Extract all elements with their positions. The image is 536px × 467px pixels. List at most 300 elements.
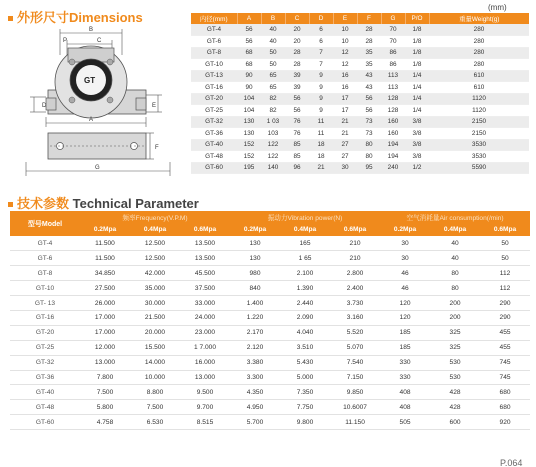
- value-cell: 11.150: [330, 415, 380, 430]
- value-cell: 56: [237, 36, 261, 48]
- table-row: [10, 355, 530, 370]
- value-cell: 65: [261, 70, 285, 82]
- value-cell: 2150: [429, 128, 529, 140]
- value-cell: 68: [237, 47, 261, 59]
- value-cell: 1 7.000: [180, 340, 230, 355]
- value-cell: 8.800: [130, 385, 180, 400]
- dim-label-b: B: [89, 27, 94, 33]
- value-cell: 7.800: [80, 370, 130, 385]
- dimensions-table: [191, 13, 529, 174]
- value-cell: 920: [480, 415, 530, 430]
- value-cell: 130: [237, 128, 261, 140]
- model-cell: GT- 13: [10, 296, 80, 311]
- value-cell: 42.000: [130, 266, 180, 281]
- value-cell: 21.500: [130, 310, 180, 325]
- value-cell: 6.530: [130, 415, 180, 430]
- value-cell: 76: [285, 116, 309, 128]
- value-cell: 7.150: [330, 370, 380, 385]
- dim-col-header: 内径(mm): [191, 13, 237, 24]
- table-row: [10, 340, 530, 355]
- value-cell: 120: [380, 296, 430, 311]
- value-cell: 30: [333, 162, 357, 174]
- value-cell: 1120: [429, 105, 529, 117]
- value-cell: 1/8: [405, 24, 429, 36]
- value-cell: 3530: [429, 139, 529, 151]
- unit-note: (mm): [488, 3, 507, 12]
- model-cell: GT-60: [191, 162, 237, 174]
- value-cell: 1/4: [405, 105, 429, 117]
- value-cell: 210: [330, 251, 380, 266]
- value-cell: 50: [480, 251, 530, 266]
- table-row: [10, 325, 530, 340]
- value-cell: 3/8: [405, 128, 429, 140]
- value-cell: 280: [429, 59, 529, 71]
- model-cell: GT-16: [191, 82, 237, 94]
- value-cell: 70: [381, 24, 405, 36]
- value-cell: 7.540: [330, 355, 380, 370]
- value-cell: 1 65: [280, 251, 330, 266]
- dim-col-header: G: [381, 13, 405, 24]
- value-cell: 1/4: [405, 82, 429, 94]
- dim-label-c: C: [97, 38, 102, 44]
- value-cell: 7: [309, 59, 333, 71]
- value-cell: 50: [480, 236, 530, 251]
- value-cell: 745: [480, 355, 530, 370]
- pressure-header: 0.6Mpa: [480, 223, 530, 236]
- value-cell: 3.730: [330, 296, 380, 311]
- value-cell: 3/8: [405, 116, 429, 128]
- value-cell: 1/8: [405, 47, 429, 59]
- value-cell: 610: [429, 82, 529, 94]
- value-cell: 290: [480, 310, 530, 325]
- value-cell: 5.430: [280, 355, 330, 370]
- value-cell: 1.390: [280, 281, 330, 296]
- value-cell: 7.500: [130, 400, 180, 415]
- dimensions-title: 外形尺寸Dimensions: [8, 7, 143, 26]
- value-cell: 3.380: [230, 355, 280, 370]
- value-cell: 80: [430, 266, 480, 281]
- value-cell: 90: [237, 70, 261, 82]
- value-cell: 56: [357, 105, 381, 117]
- value-cell: 16.000: [180, 355, 230, 370]
- model-cell: GT-10: [191, 59, 237, 71]
- value-cell: 103: [261, 128, 285, 140]
- table-row: [10, 400, 530, 415]
- value-cell: 68: [237, 59, 261, 71]
- value-cell: 35: [357, 59, 381, 71]
- value-cell: 122: [261, 139, 285, 151]
- value-cell: 610: [429, 70, 529, 82]
- dimensions-header-row: [191, 13, 529, 24]
- value-cell: 1/8: [405, 59, 429, 71]
- table-row: [10, 236, 530, 251]
- dim-col-header: A: [237, 13, 261, 24]
- value-cell: 39: [285, 70, 309, 82]
- value-cell: 113: [381, 82, 405, 94]
- pressure-header: 0.6Mpa: [330, 223, 380, 236]
- model-cell: GT-6: [10, 251, 80, 266]
- value-cell: 194: [381, 139, 405, 151]
- value-cell: 210: [330, 236, 380, 251]
- value-cell: 80: [430, 281, 480, 296]
- value-cell: 46: [380, 266, 430, 281]
- value-cell: 11: [309, 128, 333, 140]
- table-row: [191, 116, 529, 128]
- value-cell: 9.500: [180, 385, 230, 400]
- model-cell: GT-36: [10, 370, 80, 385]
- value-cell: 70: [381, 36, 405, 48]
- value-cell: 113: [381, 70, 405, 82]
- value-cell: 21: [309, 162, 333, 174]
- value-cell: 17: [333, 93, 357, 105]
- table-row: [10, 415, 530, 430]
- value-cell: 11.500: [80, 251, 130, 266]
- value-cell: 12.500: [130, 251, 180, 266]
- value-cell: 17.000: [80, 310, 130, 325]
- group-header-frequency: 频率Frequency(V.P.M): [80, 211, 230, 223]
- value-cell: 13.500: [180, 251, 230, 266]
- value-cell: 280: [429, 24, 529, 36]
- value-cell: 73: [357, 116, 381, 128]
- value-cell: 12.000: [80, 340, 130, 355]
- model-cell: GT-40: [191, 139, 237, 151]
- dim-col-header: B: [261, 13, 285, 24]
- value-cell: 45.500: [180, 266, 230, 281]
- value-cell: 80: [357, 139, 381, 151]
- dim-label-p: P: [63, 38, 68, 44]
- model-cell: GT-16: [10, 310, 80, 325]
- value-cell: 680: [480, 400, 530, 415]
- value-cell: 8.515: [180, 415, 230, 430]
- value-cell: 90: [237, 82, 261, 94]
- technical-group-row: [10, 211, 530, 223]
- value-cell: 56: [285, 105, 309, 117]
- value-cell: 6: [309, 24, 333, 36]
- value-cell: 10.6007: [330, 400, 380, 415]
- dim-label-a: A: [89, 117, 94, 123]
- value-cell: 10.000: [130, 370, 180, 385]
- table-row: [191, 24, 529, 36]
- value-cell: 34.850: [80, 266, 130, 281]
- value-cell: 21: [333, 128, 357, 140]
- value-cell: 130: [237, 116, 261, 128]
- value-cell: 428: [430, 400, 480, 415]
- pressure-header: 0.4Mpa: [130, 223, 180, 236]
- value-cell: 16: [333, 70, 357, 82]
- value-cell: 35: [357, 47, 381, 59]
- value-cell: 13.000: [180, 370, 230, 385]
- value-cell: 73: [357, 128, 381, 140]
- value-cell: 24.000: [180, 310, 230, 325]
- value-cell: 140: [261, 162, 285, 174]
- value-cell: 2.800: [330, 266, 380, 281]
- value-cell: 9: [309, 105, 333, 117]
- model-cell: GT-32: [191, 116, 237, 128]
- value-cell: 152: [237, 151, 261, 163]
- value-cell: 2150: [429, 116, 529, 128]
- table-row: [10, 251, 530, 266]
- value-cell: 20.000: [130, 325, 180, 340]
- value-cell: 194: [381, 151, 405, 163]
- value-cell: 56: [285, 93, 309, 105]
- model-cell: GT-4: [191, 24, 237, 36]
- value-cell: 7.500: [80, 385, 130, 400]
- pressure-header: 0.2Mpa: [380, 223, 430, 236]
- value-cell: 96: [285, 162, 309, 174]
- table-row: [191, 128, 529, 140]
- value-cell: 530: [430, 370, 480, 385]
- dim-label-d: D: [42, 103, 47, 109]
- value-cell: 11: [309, 116, 333, 128]
- page-number: P.064: [500, 458, 523, 467]
- value-cell: 86: [381, 47, 405, 59]
- value-cell: 56: [357, 93, 381, 105]
- technical-title: 技术参数 Technical Parameter: [8, 193, 199, 212]
- table-row: [10, 281, 530, 296]
- value-cell: 122: [261, 151, 285, 163]
- table-row: [191, 105, 529, 117]
- value-cell: 160: [381, 128, 405, 140]
- value-cell: 12.500: [130, 236, 180, 251]
- table-row: [191, 47, 529, 59]
- model-cell: GT-60: [10, 415, 80, 430]
- value-cell: 35.000: [130, 281, 180, 296]
- value-cell: 7.350: [280, 385, 330, 400]
- value-cell: 2.400: [330, 281, 380, 296]
- value-cell: 330: [380, 355, 430, 370]
- value-cell: 4.758: [80, 415, 130, 430]
- value-cell: 290: [480, 296, 530, 311]
- value-cell: 39: [285, 82, 309, 94]
- model-cell: GT-32: [10, 355, 80, 370]
- value-cell: 86: [381, 59, 405, 71]
- value-cell: 3/8: [405, 151, 429, 163]
- pressure-header: 0.6Mpa: [180, 223, 230, 236]
- value-cell: 85: [285, 151, 309, 163]
- value-cell: 14.000: [130, 355, 180, 370]
- dim-col-header: E: [333, 13, 357, 24]
- value-cell: 27: [333, 139, 357, 151]
- bullet-icon: [8, 202, 13, 207]
- table-row: [191, 36, 529, 48]
- model-cell: GT-48: [10, 400, 80, 415]
- value-cell: 330: [380, 370, 430, 385]
- value-cell: 1 03: [261, 116, 285, 128]
- value-cell: 280: [429, 47, 529, 59]
- value-cell: 130: [230, 236, 280, 251]
- table-row: [191, 139, 529, 151]
- group-header-air-consumption: 空气消耗量Air consumption(/min): [380, 211, 530, 223]
- table-row: [191, 151, 529, 163]
- value-cell: 185: [380, 325, 430, 340]
- dim-label-f: F: [155, 145, 159, 151]
- value-cell: 200: [430, 310, 480, 325]
- value-cell: 17.000: [80, 325, 130, 340]
- value-cell: 13.000: [80, 355, 130, 370]
- value-cell: 40: [261, 24, 285, 36]
- table-row: [10, 385, 530, 400]
- table-row: [10, 296, 530, 311]
- model-cell: GT-40: [10, 385, 80, 400]
- value-cell: 120: [380, 310, 430, 325]
- dim-label-e: E: [152, 103, 157, 109]
- value-cell: 23.000: [180, 325, 230, 340]
- value-cell: 152: [237, 139, 261, 151]
- value-cell: 530: [430, 355, 480, 370]
- model-cell: GT-36: [191, 128, 237, 140]
- table-row: [191, 70, 529, 82]
- value-cell: 325: [430, 340, 480, 355]
- table-row: [10, 266, 530, 281]
- value-cell: 9: [309, 93, 333, 105]
- value-cell: 9.800: [280, 415, 330, 430]
- dim-col-header: D: [309, 13, 333, 24]
- value-cell: 6: [309, 36, 333, 48]
- model-cell: GT-48: [191, 151, 237, 163]
- value-cell: 745: [480, 370, 530, 385]
- value-cell: 28: [285, 59, 309, 71]
- value-cell: 5.800: [80, 400, 130, 415]
- value-cell: 160: [381, 116, 405, 128]
- value-cell: 195: [237, 162, 261, 174]
- value-cell: 82: [261, 105, 285, 117]
- value-cell: 1/8: [405, 36, 429, 48]
- value-cell: 82: [261, 93, 285, 105]
- dim-col-header: P/O: [405, 13, 429, 24]
- value-cell: 56: [237, 24, 261, 36]
- value-cell: 13.500: [180, 236, 230, 251]
- value-cell: 40: [430, 236, 480, 251]
- model-cell: GT-20: [10, 325, 80, 340]
- value-cell: 12: [333, 59, 357, 71]
- technical-pressure-row: [10, 223, 530, 236]
- table-row: [10, 370, 530, 385]
- value-cell: 27.500: [80, 281, 130, 296]
- value-cell: 33.000: [180, 296, 230, 311]
- value-cell: 85: [285, 139, 309, 151]
- value-cell: 9: [309, 70, 333, 82]
- value-cell: 10: [333, 36, 357, 48]
- table-row: [191, 59, 529, 71]
- value-cell: 30: [380, 236, 430, 251]
- model-cell: GT-20: [191, 93, 237, 105]
- value-cell: 1.400: [230, 296, 280, 311]
- value-cell: 112: [480, 266, 530, 281]
- value-cell: 408: [380, 385, 430, 400]
- value-cell: 165: [280, 236, 330, 251]
- value-cell: 9.700: [180, 400, 230, 415]
- value-cell: 30.000: [130, 296, 180, 311]
- value-cell: 21: [333, 116, 357, 128]
- value-cell: 2.170: [230, 325, 280, 340]
- dim-col-header: 重量Weight(g): [429, 13, 529, 24]
- value-cell: 43: [357, 70, 381, 82]
- value-cell: 9: [309, 82, 333, 94]
- value-cell: 28: [357, 36, 381, 48]
- value-cell: 26.000: [80, 296, 130, 311]
- value-cell: 18: [309, 151, 333, 163]
- value-cell: 1/4: [405, 93, 429, 105]
- value-cell: 325: [430, 325, 480, 340]
- value-cell: 40: [430, 251, 480, 266]
- value-cell: 5590: [429, 162, 529, 174]
- model-cell: GT-10: [10, 281, 80, 296]
- value-cell: 130: [230, 251, 280, 266]
- value-cell: 840: [230, 281, 280, 296]
- value-cell: 2.100: [280, 266, 330, 281]
- value-cell: 112: [480, 281, 530, 296]
- model-cell: GT-4: [10, 236, 80, 251]
- value-cell: 3530: [429, 151, 529, 163]
- value-cell: 455: [480, 325, 530, 340]
- value-cell: 17: [333, 105, 357, 117]
- pressure-header: 0.4Mpa: [430, 223, 480, 236]
- value-cell: 37.500: [180, 281, 230, 296]
- value-cell: 3/8: [405, 139, 429, 151]
- group-header-vibration-power: 振动力Vibration power(N): [230, 211, 380, 223]
- value-cell: 1/2: [405, 162, 429, 174]
- value-cell: 40: [261, 36, 285, 48]
- model-cell: GT-8: [10, 266, 80, 281]
- table-row: [191, 162, 529, 174]
- value-cell: 20: [285, 36, 309, 48]
- vibrator-drawing: [0, 0, 190, 185]
- value-cell: 428: [430, 385, 480, 400]
- technical-table: [10, 211, 530, 430]
- table-row: [191, 82, 529, 94]
- value-cell: 455: [480, 340, 530, 355]
- value-cell: 4.350: [230, 385, 280, 400]
- dim-label-g: G: [95, 165, 100, 171]
- value-cell: 1/4: [405, 70, 429, 82]
- model-header: 型号Model: [10, 211, 80, 236]
- value-cell: 1.220: [230, 310, 280, 325]
- value-cell: 11.500: [80, 236, 130, 251]
- value-cell: 505: [380, 415, 430, 430]
- value-cell: 12: [333, 47, 357, 59]
- value-cell: 185: [380, 340, 430, 355]
- value-cell: 600: [430, 415, 480, 430]
- value-cell: 18: [309, 139, 333, 151]
- value-cell: 280: [429, 36, 529, 48]
- value-cell: 46: [380, 281, 430, 296]
- value-cell: 65: [261, 82, 285, 94]
- value-cell: 5.700: [230, 415, 280, 430]
- value-cell: 2.440: [280, 296, 330, 311]
- value-cell: 50: [261, 47, 285, 59]
- value-cell: 104: [237, 93, 261, 105]
- value-cell: 9.850: [330, 385, 380, 400]
- value-cell: 28: [285, 47, 309, 59]
- value-cell: 5.520: [330, 325, 380, 340]
- pressure-header: 0.4Mpa: [280, 223, 330, 236]
- value-cell: 104: [237, 105, 261, 117]
- value-cell: 3.300: [230, 370, 280, 385]
- value-cell: 408: [380, 400, 430, 415]
- value-cell: 200: [430, 296, 480, 311]
- value-cell: 680: [480, 385, 530, 400]
- value-cell: 5.070: [330, 340, 380, 355]
- model-cell: GT-8: [191, 47, 237, 59]
- value-cell: 76: [285, 128, 309, 140]
- model-cell: GT-6: [191, 36, 237, 48]
- value-cell: 128: [381, 105, 405, 117]
- value-cell: 7.750: [280, 400, 330, 415]
- value-cell: 1120: [429, 93, 529, 105]
- value-cell: 3.510: [280, 340, 330, 355]
- value-cell: 50: [261, 59, 285, 71]
- value-cell: 4.040: [280, 325, 330, 340]
